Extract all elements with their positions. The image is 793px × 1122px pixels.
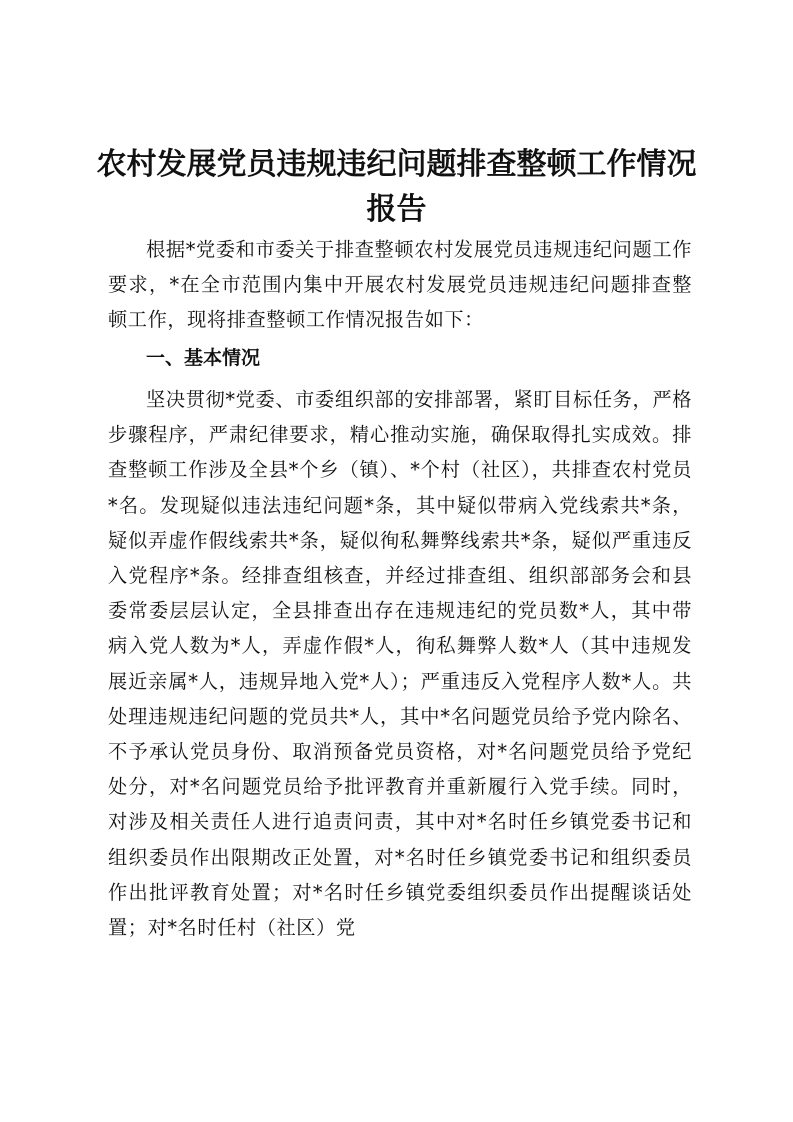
intro-paragraph: 根据*党委和市委关于排查整顿农村发展党员违规违纪问题工作要求，*在全市范围内集中开展农村发展党员违规违纪问题排查整顿工作，现将排查整顿工作情况报告如下： — [108, 238, 692, 332]
document-title-line-1: 农村发展党员违规违纪问题排查整顿工作情况 — [96, 147, 697, 182]
section-body-paragraph: 坚决贯彻*党委、市委组织部的安排部署，紧盯目标任务，严格步骤程序，严肃纪律要求，精心推动实施，确保取得扎实成效。排查整顿工作涉及全县*个乡（镇）、*个村（社区），共排查农村党员*名。发现疑似违法违纪问题*条，其中疑似带病入党线索共*条，疑似弄虚作假线索共*条，疑似徇私舞弊线索共*条，疑似严重违反入党程序*条。经排查组核查，并经过排查组、组织部部务会和县委常委层层认定，全县排查出存在违规违纪的党员数*人，其中带病入党人数为*人，弄虚作假*人，徇私舞弊人数*人（其中违规发展近亲属*人，违规异地入党*人）；严重违反入党程序人数*人。共处理违规违纪问题的党员共*人，其中*名问题党员给予党内除名、不予承认党员身份、取消预备党员资格，对*名问题党员给予党纪处分，对*名问题党员给予批评教育并重新履行入党手续。同时，对涉及相关责任人进行追责问责，其中对*名时任乡镇党委书记和组织委员作出限期改正处置，对*名时任乡镇党委书记和组织委员作出批评教育处置；对*名时任乡镇党委组织委员作出提醒谈话处置；对*名时任村（社区）党 — [108, 388, 692, 940]
document-title-line-2: 报告 — [366, 192, 427, 227]
section-heading-basic-situation: 一、基本情况 — [146, 347, 261, 369]
